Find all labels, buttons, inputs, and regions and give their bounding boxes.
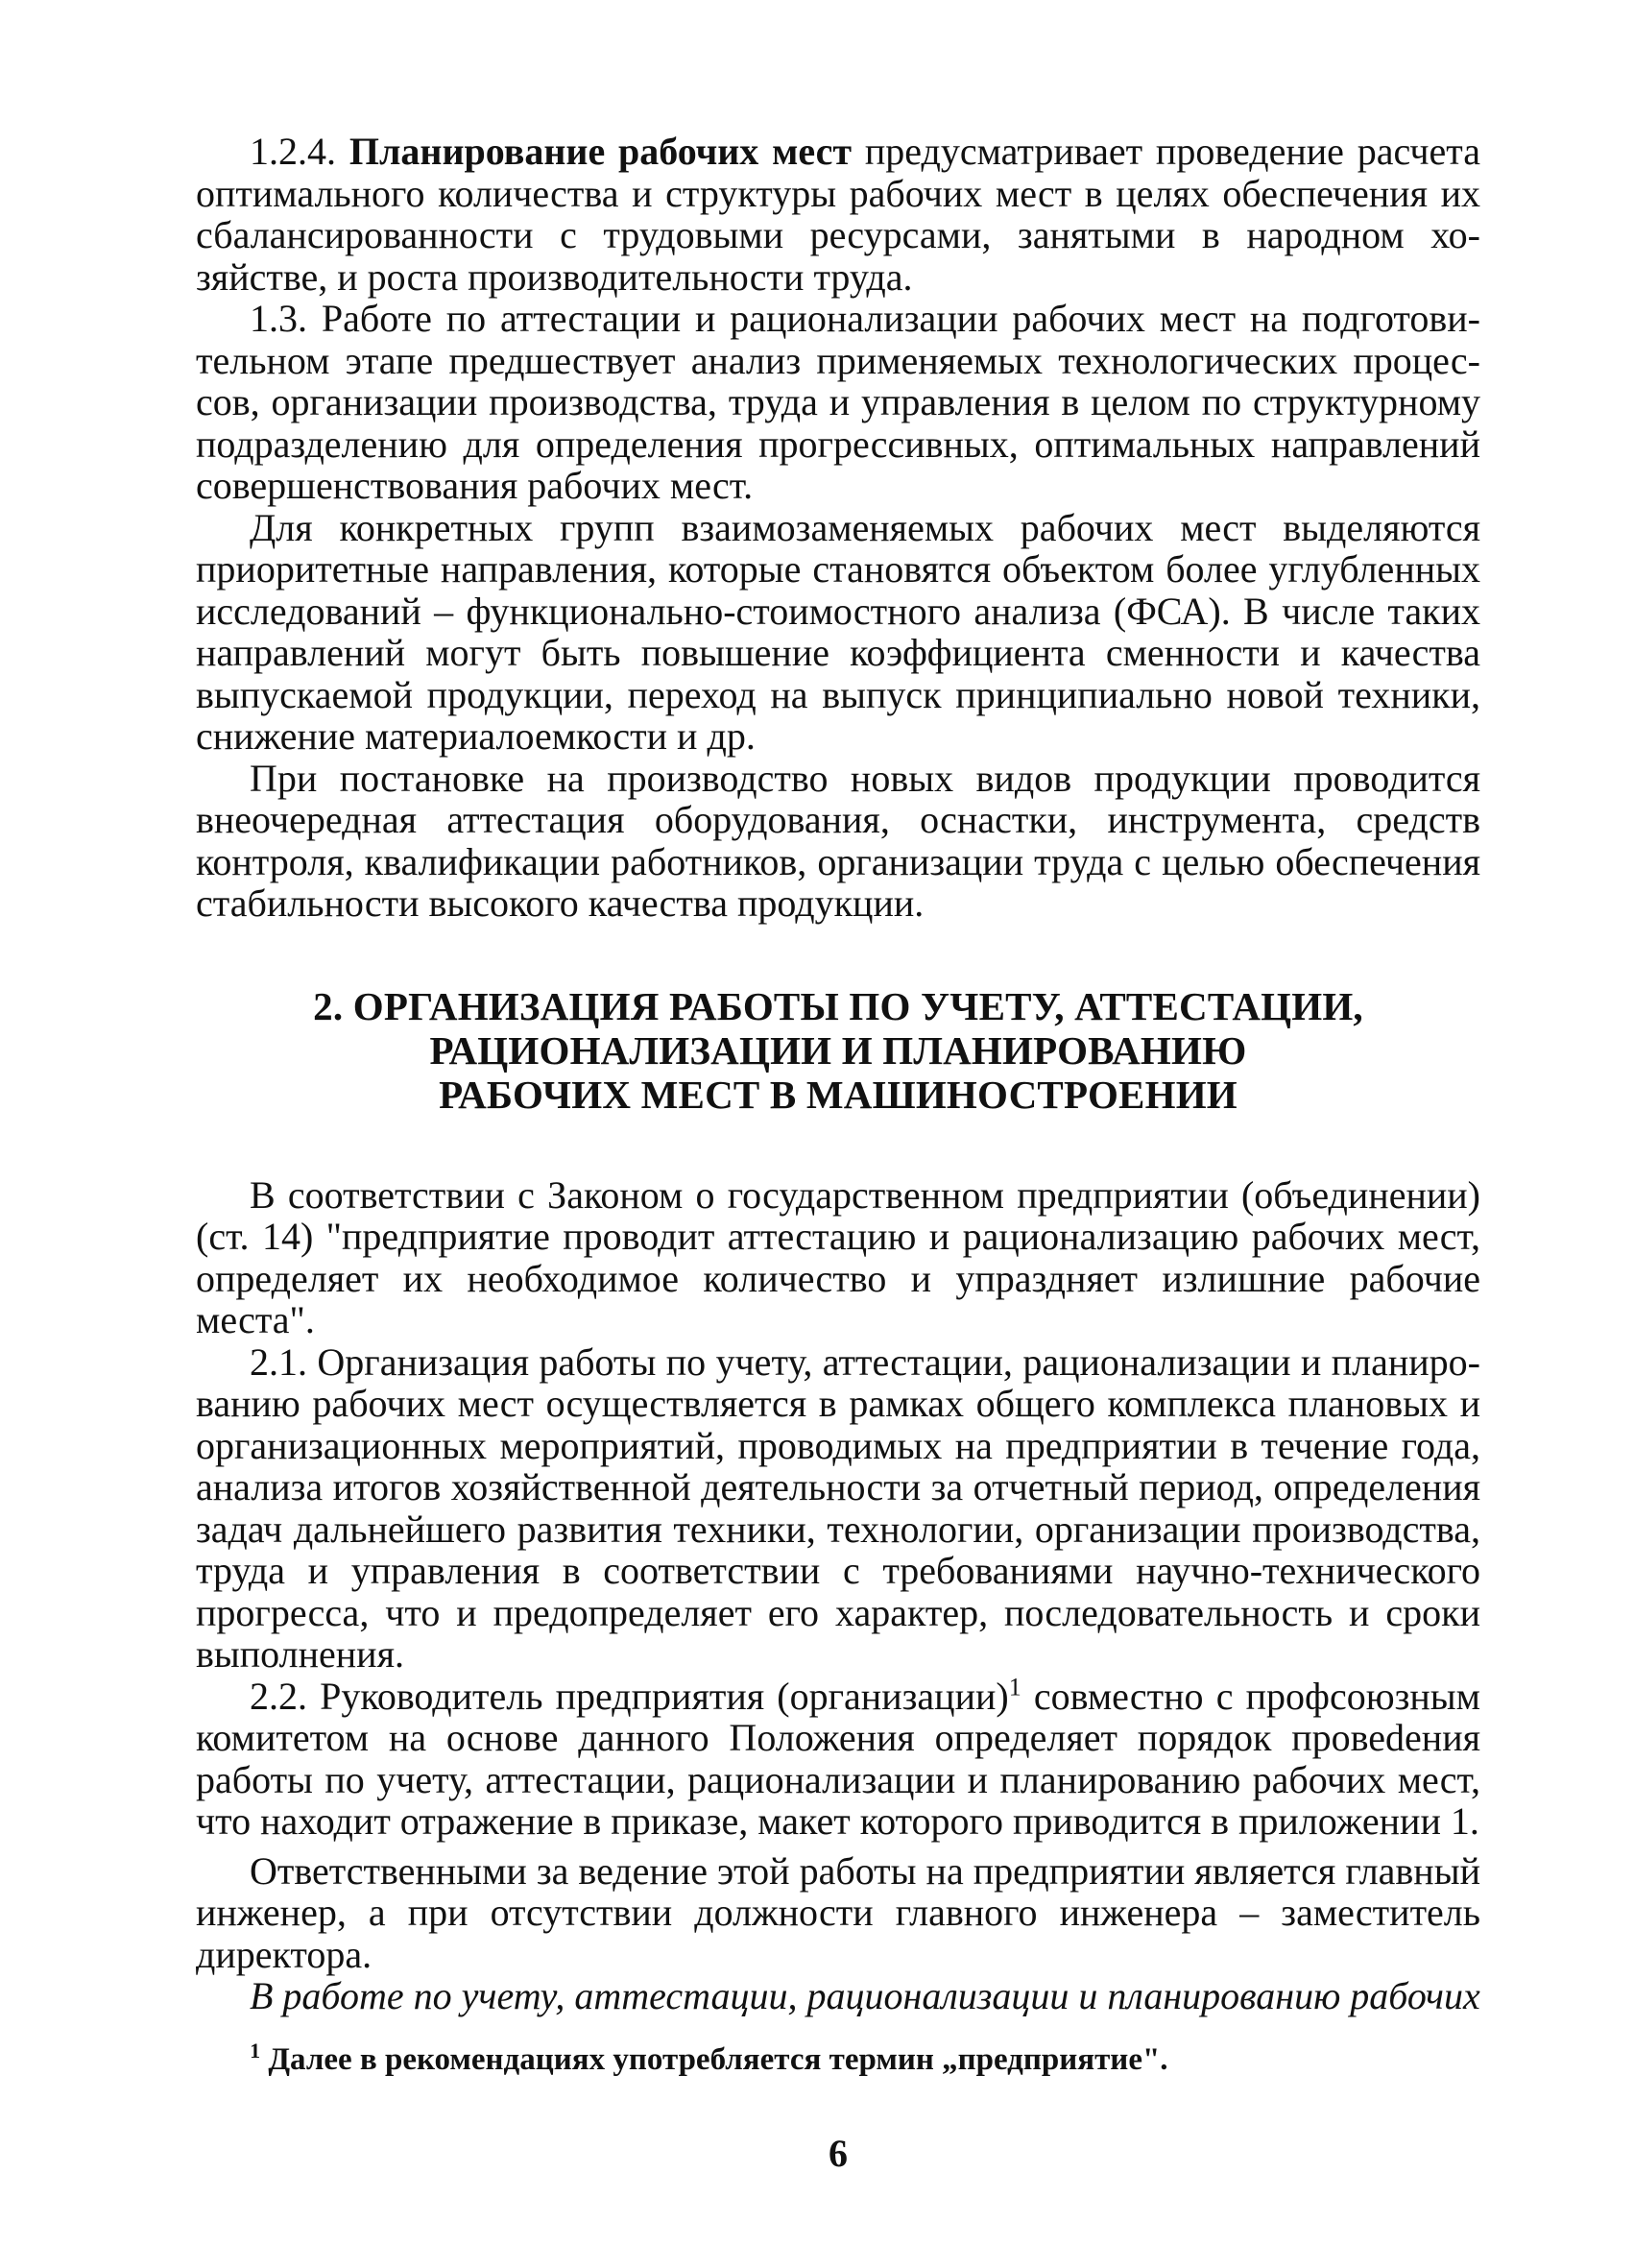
page-number: 6 <box>829 2131 848 2175</box>
paragraph-1-2-4 <box>196 131 1480 298</box>
heading-line-2: РАЦИОНАЛИЗАЦИИ И ПЛАНИРОВАНИЮ <box>429 1027 1247 1073</box>
footnote <box>196 2040 1480 2079</box>
document-page <box>196 131 1480 2176</box>
paragraph-2-1: 2.1. Организация работы по учету, аттестации, рационализации и планированию рабочих мест осуществляется в рамках общего комплекса плановых и организационных мероприятий, проводимых на предприятии в течение года, анализа итогов хозяйственной деятельности за отчетный период, определения задач дальнейшего развития техники, технологии, организации производства, труда и управления в соответствии с требованиями научно-технического прогресса, что и предопределяет его характер, последовательность и сроки выполнения. <box>196 1339 1480 1676</box>
footnote-text: Далее в рекомендациях употребляется термин „предприятие". <box>260 2041 1168 2077</box>
heading-line-1: 2. ОРГАНИЗАЦИЯ РАБОТЫ ПО УЧЕТУ, АТТЕСТАЦИИ, <box>313 983 1363 1028</box>
paragraph-1-3: 1.3. Работе по аттестации и рационализации рабочих мест на подготовительном этапе предшествует анализ применяемых технологических процессов, организации производства, труда и управления в целом по структурному подразделению для определения прогрессивных, оптимальных направлений совершенствования рабочих мест. <box>196 297 1480 507</box>
paragraph-priorities: Для конкретных групп взаимозаменяемых рабочих мест выделяются приоритетные направления, которые становятся объектом более углубленных исследований – функционально-стоимостного анализа (ФСА). В числе таких направлений могут быть повышение коэффициента сменности и качества выпускаемой продукции, переход на выпуск принципиально новой техники, снижение материалоемкости и др. <box>196 505 1480 758</box>
paragraph-new-products: При постановке на производство новых видов продукции проводится внеочередная аттестация оборудования, оснастки, инструмента, средств контроля, квалификации работников, организации труда с целью обеспечения стабильности высокого качества продукции. <box>196 756 1480 925</box>
section-2-heading <box>196 984 1480 1117</box>
footnote-reference: 1 <box>1008 1673 1021 1701</box>
paragraph-italic-continuation: В работе по учету, аттестации, рационализации и планированию рабочих <box>250 1974 1480 2017</box>
paragraph-text: совместно с профсоюзным комитетом на основе данного Положения определяет порядок провеdения работы по учету, аттестации, рационализации и планированию рабочих мест, что находит отражение в приказе, макет которого приводится в приложении 1. <box>196 1674 1480 1843</box>
paragraph-responsible: Ответственными за ведение этой работы на предприятии является главный инженер, а при отсутствии должности главного инженера – заместитель директора. <box>196 1848 1480 1976</box>
paragraph-number: 1.2.4. <box>250 130 349 173</box>
paragraph-2-2 <box>196 1673 1480 1843</box>
paragraph-text: 2.2. Руководитель предприятия (организации) <box>250 1674 1009 1718</box>
footnote-marker: 1 <box>250 2038 261 2063</box>
heading-line-3: РАБОЧИХ МЕСТ В МАШИНОСТРОЕНИИ <box>439 1072 1238 1117</box>
bold-term: Планирование рабочих мест <box>348 130 853 173</box>
paragraph-law-quote: В соответствии с Законом о государственном предприятии (объединении) (ст. 14) "предприятие проводит аттестацию и рационализацию рабочих мест, определяет их необходимое количество и упраздняет излишние рабочие места". <box>196 1172 1480 1341</box>
paragraph-text: предусматривает проведение расчета оптимального количества и структуры рабочих мест в целях обеспечения их сбалансированности с трудовыми ресурсами, занятыми в народном хозяйстве, и роста производительности труда. <box>196 130 1481 299</box>
